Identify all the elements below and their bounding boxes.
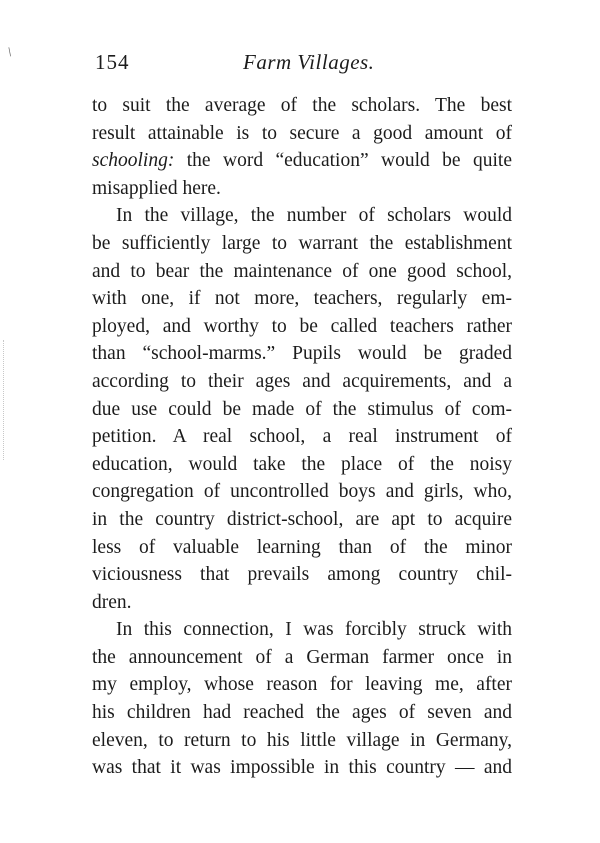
text-line: in the country district-school, are apt to acquire: [92, 508, 512, 530]
text-line: was that it was impossible in this country — and: [92, 757, 512, 779]
text-line: be sufficiently large to warrant the establishment: [92, 232, 512, 254]
page-header: [95, 50, 515, 80]
body-text: [92, 92, 512, 782]
italic-word: schooling:: [92, 150, 175, 172]
text-line: his children had reached the ages of seven and: [92, 702, 512, 724]
text-line: eleven, to return to his little village in Germany,: [92, 729, 512, 751]
text-line: my employ, whose reason for leaving me, after: [92, 674, 512, 696]
text-line: result attainable is to secure a good amount of: [92, 122, 512, 144]
text-line: In the village, the number of scholars would: [116, 205, 512, 227]
margin-rule: [3, 340, 4, 460]
text-line: the announcement of a German farmer once in: [92, 646, 512, 668]
text-line: misapplied here.: [92, 177, 221, 199]
text-line: dren.: [92, 591, 132, 613]
text-line: [92, 147, 512, 175]
text-line: and to bear the maintenance of one good school,: [92, 260, 512, 282]
text-segment: the word “education” would be quite: [174, 150, 512, 172]
text-line: petition. A real school, a real instrument of: [92, 426, 512, 448]
text-line: In this connection, I was forcibly struck with: [116, 619, 512, 641]
text-line: less of valuable learning than of the minor: [92, 536, 512, 558]
margin-pencil-mark: /: [4, 44, 15, 59]
text-line: according to their ages and acquirements, and a: [92, 370, 512, 392]
text-line: than “school-marms.” Pupils would be graded: [92, 343, 512, 365]
text-line: due use could be made of the stimulus of com-: [92, 398, 512, 420]
text-line: education, would take the place of the noisy: [92, 453, 512, 475]
text-line: with one, if not more, teachers, regularly em-: [92, 288, 512, 310]
running-title: Farm Villages.: [243, 50, 375, 74]
text-line: ployed, and worthy to be called teachers rather: [92, 315, 512, 337]
text-line: viciousness that prevails among country chil-: [92, 564, 512, 586]
text-line: congregation of uncontrolled boys and girls, who,: [92, 481, 512, 503]
text-line: to suit the average of the scholars. The best: [92, 95, 512, 116]
page-number: 154: [95, 50, 130, 74]
